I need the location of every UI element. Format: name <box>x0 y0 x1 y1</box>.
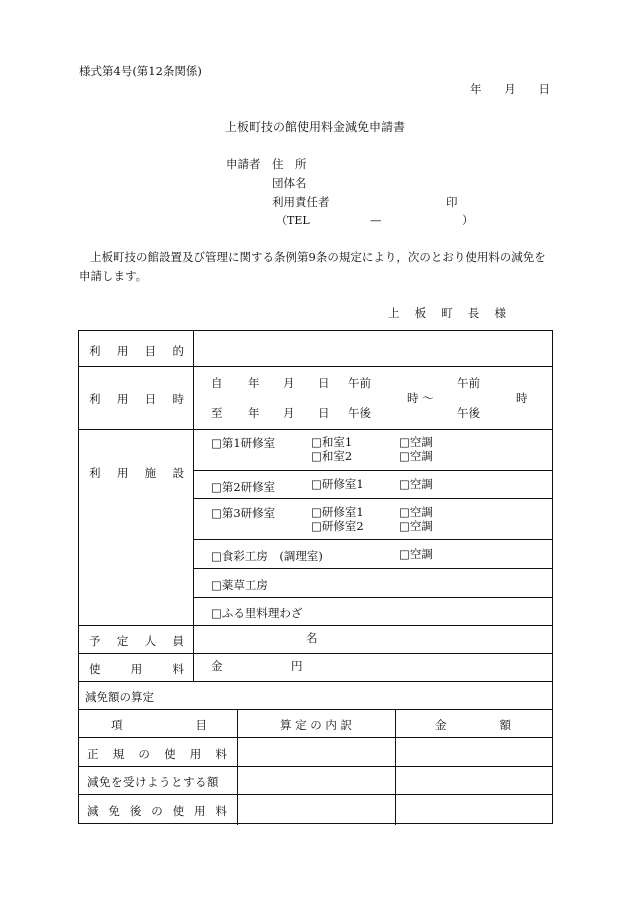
application-table <box>78 330 553 824</box>
facility-cooking[interactable]: □食彩工房 (調理室) <box>211 549 323 563</box>
facility-label: 利 用 施 設 <box>89 466 184 480</box>
addressee <box>388 308 506 320</box>
purpose-field[interactable] <box>195 333 551 365</box>
purpose-label: 利 用 目 的 <box>89 344 184 358</box>
date-year: 年 <box>470 82 482 96</box>
addressee-char: 上 <box>388 306 400 320</box>
end-hour: 時 <box>516 391 528 405</box>
responsible-label: 利用責任者 <box>272 195 330 209</box>
calc-header-item: 項 目 <box>111 718 207 732</box>
tel-close: ） <box>462 213 474 227</box>
people-label: 予 定 人 員 <box>89 634 184 648</box>
address-label: 住 所 <box>272 157 307 171</box>
seal-mark: 印 <box>446 195 458 209</box>
fee-unit: 円 <box>291 659 303 673</box>
calc-header-amount: 金 額 <box>435 718 511 732</box>
calc-header-breakdown: 算 定 の 内 訳 <box>279 718 353 732</box>
facility-room-3[interactable]: □第3研修室 <box>211 506 276 520</box>
document-title: 上板町技の館使用料金減免申請書 <box>224 120 405 134</box>
organization-label: 団体名 <box>272 176 307 190</box>
facility-room-2-sub[interactable]: □研修室1 <box>311 477 364 491</box>
facility-room-2-ac[interactable]: □空調 <box>399 477 433 491</box>
facility-room-1[interactable]: □第1研修室 <box>211 436 276 450</box>
facility-room-2[interactable]: □第2研修室 <box>211 480 276 494</box>
date-month: 月 <box>504 82 516 96</box>
datetime-field[interactable]: 自 年 月 日 午前 午前 時 ～ 時 至 年 月 日 午後 午後 <box>211 376 528 420</box>
facility-furusato[interactable]: □ふる里料理わざ <box>211 606 303 620</box>
facility-cooking-ac[interactable]: □空調 <box>399 547 433 561</box>
people-field[interactable] <box>195 627 551 652</box>
addressee-char: 様 <box>494 306 506 320</box>
facility-room-1-sub[interactable]: □和室1 □和室2 <box>311 435 353 463</box>
tel-open: （TEL <box>276 214 310 227</box>
hour-tilde: 時 ～ <box>407 391 434 405</box>
calc-row-reduction-breakdown[interactable] <box>239 768 394 793</box>
fee-field[interactable] <box>195 655 551 680</box>
form-number: 様式第4号(第12条関係) <box>79 64 202 78</box>
calc-row-after-reduction: 減 免 後 の 使 用 料 <box>87 804 227 818</box>
calc-row-after-breakdown[interactable] <box>239 796 394 822</box>
addressee-char: 長 <box>467 306 480 320</box>
calc-row-regular-fee: 正 規 の 使 用 料 <box>87 747 227 761</box>
facility-room-3-sub[interactable]: □研修室1 □研修室2 <box>311 505 364 533</box>
addressee-char: 町 <box>441 306 453 320</box>
addressee-char: 板 <box>414 306 427 320</box>
applicant-label: 申請者 <box>226 157 261 171</box>
reduction-header: 減免額の算定 <box>85 690 154 704</box>
calc-row-regular-breakdown[interactable] <box>239 739 394 765</box>
people-unit: 名 <box>306 631 318 645</box>
body-text-line-2: 申請します。 <box>79 269 148 283</box>
calc-row-after-amount[interactable] <box>397 796 551 822</box>
facility-herb[interactable]: □薬草工房 <box>211 578 268 592</box>
fee-prefix: 金 <box>211 659 223 673</box>
date-day: 日 <box>538 82 550 96</box>
from-label: 自 <box>211 376 223 390</box>
calc-row-regular-amount[interactable] <box>397 739 551 765</box>
fee-label: 使 用 料 <box>89 662 184 676</box>
tel-dash: — <box>370 213 382 227</box>
calc-row-reduction: 減免を受けようとする額 <box>87 775 219 789</box>
facility-room-3-ac[interactable]: □空調 □空調 <box>399 505 433 533</box>
datetime-label: 利 用 日 時 <box>89 392 184 406</box>
body-text-line-1: 上板町技の館設置及び管理に関する条例第9条の規定により，次のとおり使用料の減免を <box>90 250 546 264</box>
date-line <box>470 84 550 96</box>
facility-room-1-ac[interactable]: □空調 □空調 <box>399 435 433 463</box>
to-label: 至 <box>211 406 223 420</box>
calc-row-reduction-amount[interactable] <box>397 768 551 793</box>
